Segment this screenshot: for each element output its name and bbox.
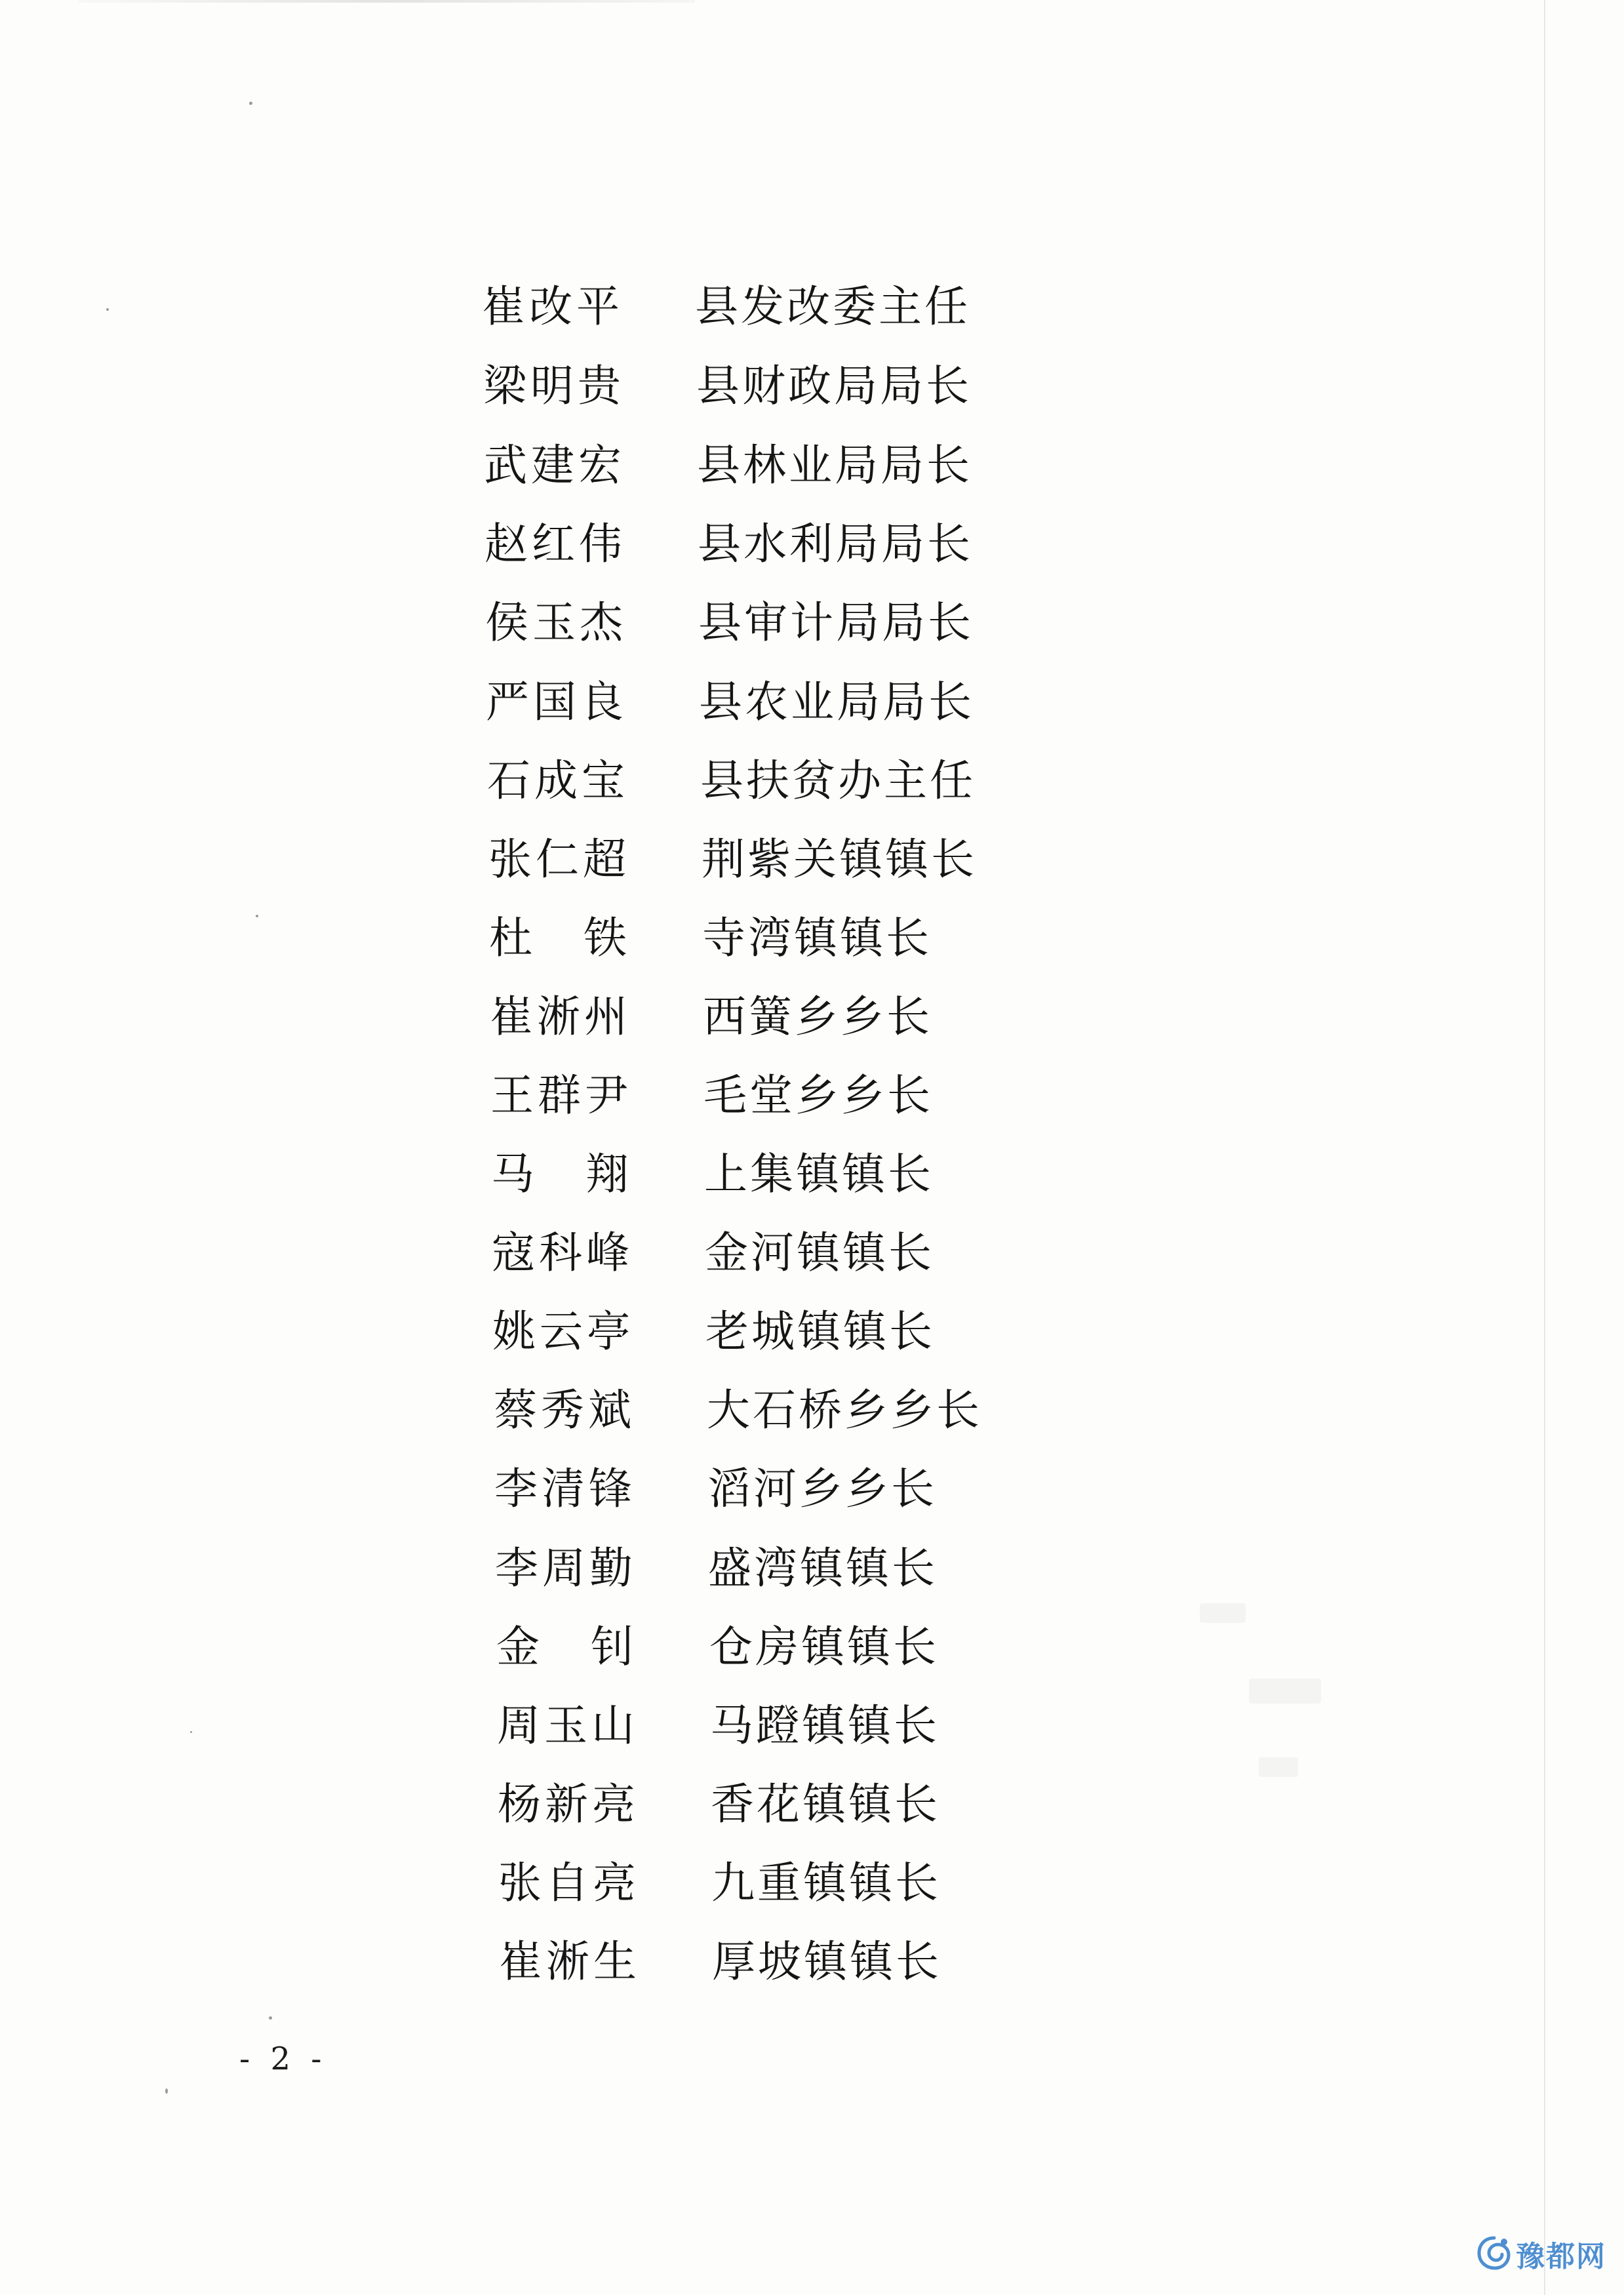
person-name: 杜 铁 (489, 913, 631, 963)
person-name: 赵红伟 (485, 519, 626, 569)
person-name: 李周勤 (495, 1543, 637, 1593)
site-watermark (1475, 2226, 1613, 2279)
person-name: 崔淅州 (490, 991, 631, 1042)
position-title: 马蹬镇镇长 (710, 1700, 940, 1751)
position-title: 盛湾镇镇长 (708, 1543, 938, 1593)
swirl-logo-icon (1475, 2234, 1513, 2272)
position-title: 西簧乡乡长 (703, 991, 932, 1042)
position-title: 滔河乡乡长 (707, 1464, 937, 1514)
person-name: 李清锋 (494, 1464, 636, 1514)
position-title: 金河镇镇长 (705, 1227, 934, 1278)
person-name: 金 钊 (496, 1622, 638, 1672)
person-name: 严国良 (486, 677, 627, 727)
person-name: 寇科峰 (492, 1227, 633, 1278)
position-title: 县农业局局长 (699, 677, 974, 727)
person-name: 崔改平 (482, 281, 624, 332)
person-name: 张仁超 (488, 834, 630, 885)
person-name: 梁明贵 (483, 361, 625, 411)
position-title: 老城镇镇长 (705, 1306, 935, 1357)
position-title: 县水利局局长 (698, 519, 973, 569)
person-name: 周玉山 (497, 1700, 639, 1751)
position-title: 仓房镇镇长 (709, 1622, 939, 1672)
page-number: - 2 - (239, 2041, 327, 2077)
person-name: 姚云亭 (492, 1306, 634, 1357)
person-name: 王群尹 (490, 1070, 632, 1121)
position-title: 县审计局局长 (698, 597, 974, 648)
person-name: 崔淅生 (499, 1936, 641, 1987)
position-title: 上集镇镇长 (704, 1149, 934, 1199)
person-name: 张自亮 (498, 1858, 640, 1908)
person-name: 马 翔 (491, 1149, 633, 1199)
position-title: 荆紫关镇镇长 (702, 834, 977, 885)
position-title: 香花镇镇长 (711, 1779, 940, 1829)
position-title: 大石桥乡乡长 (707, 1385, 982, 1435)
person-name: 侯玉杰 (485, 597, 627, 648)
person-name: 石成宝 (487, 755, 629, 806)
position-title: 县财政局局长 (696, 361, 972, 411)
position-title: 县发改委主任 (695, 281, 970, 332)
position-title: 县扶贫办主任 (700, 755, 976, 806)
position-title: 县林业局局长 (697, 440, 972, 490)
position-title: 厚坡镇镇长 (712, 1936, 941, 1987)
position-title: 寺湾镇镇长 (702, 913, 932, 963)
person-name: 蔡秀斌 (494, 1385, 635, 1435)
position-title: 九重镇镇长 (711, 1858, 941, 1908)
position-title: 毛堂乡乡长 (703, 1070, 933, 1121)
watermark-text: 豫都网 (1516, 2240, 1606, 2273)
person-name: 武建宏 (484, 440, 625, 490)
person-name: 杨新亮 (498, 1779, 639, 1829)
